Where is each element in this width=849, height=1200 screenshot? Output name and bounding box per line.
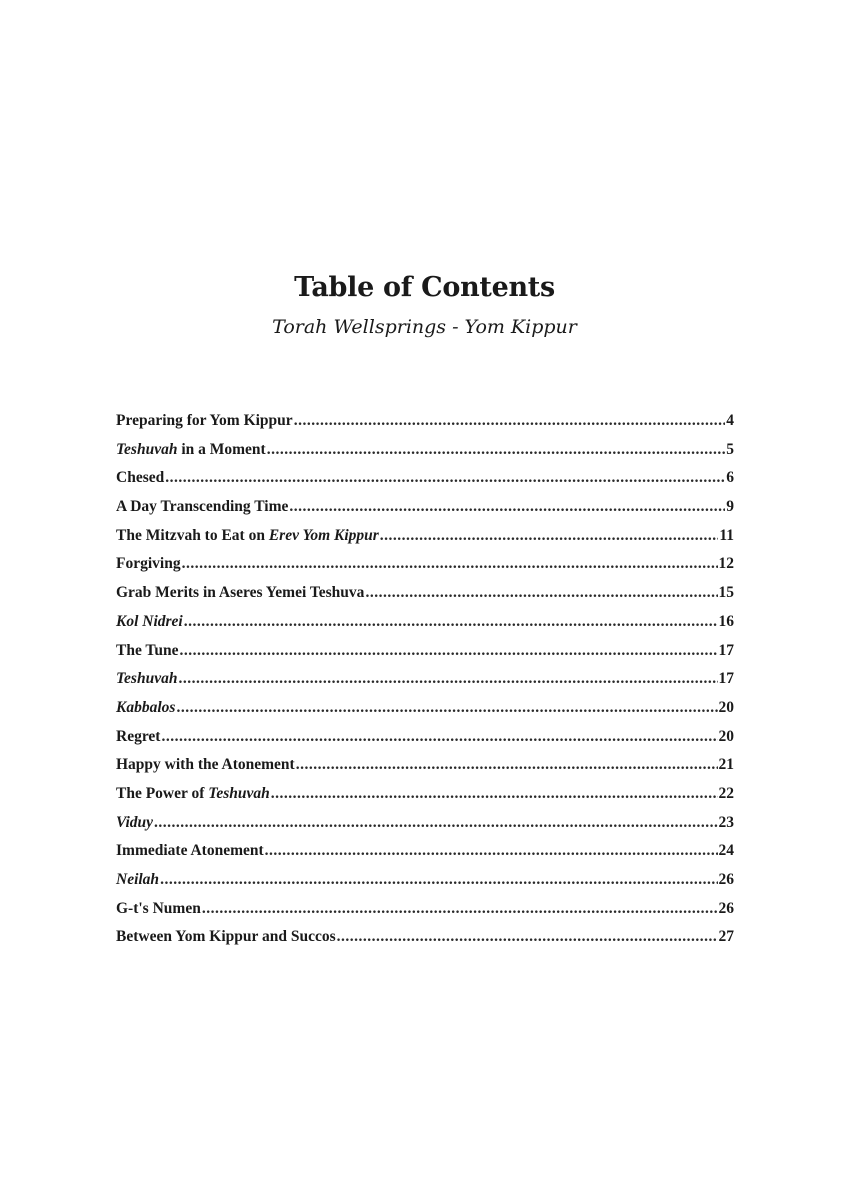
toc-entry-title-italic: Viduy xyxy=(116,813,154,831)
dot-leader xyxy=(337,928,718,946)
toc-entry-title-text: The Power of xyxy=(116,784,209,802)
toc-page-number: 20 xyxy=(718,727,734,745)
dot-leader xyxy=(289,498,725,516)
toc-entry-title-italic: Teshuvah xyxy=(116,670,178,688)
toc-entry[interactable] xyxy=(116,842,734,871)
dot-leader xyxy=(182,555,718,573)
toc-page-number: 4 xyxy=(726,412,734,429)
toc-entry-title-text: A Day Transcending Time xyxy=(116,498,289,516)
toc-entry[interactable] xyxy=(116,900,734,929)
toc-entry-title xyxy=(116,584,364,602)
toc-page-number: 6 xyxy=(726,469,734,487)
dot-leader xyxy=(184,613,718,631)
toc-entry-title xyxy=(116,498,288,516)
table-of-contents xyxy=(116,412,734,957)
toc-page-number: 24 xyxy=(718,842,734,860)
toc-entry-title xyxy=(116,842,264,860)
toc-entry[interactable] xyxy=(116,928,734,957)
toc-page-number: 17 xyxy=(718,641,734,659)
toc-entry[interactable] xyxy=(116,527,734,556)
dot-leader xyxy=(296,756,718,774)
toc-entry-title xyxy=(116,555,181,573)
toc-entry-title-text: Chesed xyxy=(116,469,165,487)
toc-entry-title xyxy=(116,900,201,918)
dot-leader xyxy=(165,469,725,487)
toc-page-number: 16 xyxy=(718,612,734,630)
toc-entry-title xyxy=(116,871,159,889)
toc-entry[interactable] xyxy=(116,469,734,498)
toc-entry[interactable] xyxy=(116,756,734,785)
toc-page-number: 9 xyxy=(726,498,734,516)
toc-page-number: 27 xyxy=(718,928,734,946)
toc-entry-title xyxy=(116,613,183,631)
toc-entry-title xyxy=(116,928,336,946)
dot-leader xyxy=(154,814,717,832)
dot-leader xyxy=(161,728,717,746)
toc-entry-title-italic: Kabbalos xyxy=(116,698,176,716)
toc-entry-title-text: The Tune xyxy=(116,641,179,659)
toc-entry-title-text: Happy with the Atonement xyxy=(116,756,295,774)
toc-entry-title xyxy=(116,670,177,688)
dot-leader xyxy=(265,842,718,860)
toc-entry-title xyxy=(116,728,160,746)
toc-entry-title xyxy=(116,785,270,803)
dot-leader xyxy=(267,441,726,459)
toc-page-number: 17 xyxy=(718,670,734,688)
toc-entry-title-text: G-t's Numen xyxy=(116,899,201,917)
page-subtitle: Torah Wellsprings - Yom Kippur xyxy=(272,316,577,338)
toc-entry[interactable] xyxy=(116,555,734,584)
toc-entry-title-italic: Teshuvah xyxy=(116,440,178,458)
toc-entry-title-italic: Kol Nidrei xyxy=(116,612,183,630)
toc-entry-title xyxy=(116,814,153,832)
dot-leader xyxy=(202,900,718,918)
toc-entry[interactable] xyxy=(116,441,734,470)
toc-entry-title xyxy=(116,469,164,487)
toc-entry-title-text: Between Yom Kippur and Succos xyxy=(116,928,336,946)
dot-leader xyxy=(179,642,717,660)
toc-entry[interactable] xyxy=(116,814,734,843)
toc-entry-title xyxy=(116,412,293,430)
page-title: Table of Contents xyxy=(294,272,555,303)
toc-entry[interactable] xyxy=(116,584,734,613)
toc-page-number: 12 xyxy=(718,555,734,573)
toc-page-number: 23 xyxy=(718,813,734,831)
toc-entry-title xyxy=(116,642,178,660)
toc-page-number: 22 xyxy=(718,784,734,802)
toc-entry-title-text: Forgiving xyxy=(116,555,181,573)
toc-entry[interactable] xyxy=(116,642,734,671)
toc-entry[interactable] xyxy=(116,670,734,699)
toc-entry-title xyxy=(116,527,379,545)
toc-entry[interactable] xyxy=(116,728,734,757)
toc-entry[interactable] xyxy=(116,785,734,814)
dot-leader xyxy=(380,527,719,545)
toc-entry[interactable] xyxy=(116,613,734,642)
dot-leader xyxy=(271,785,718,803)
toc-entry-title xyxy=(116,441,266,459)
toc-page-number: 11 xyxy=(719,526,734,544)
toc-entry-title xyxy=(116,756,295,774)
toc-entry-title-text: Regret xyxy=(116,727,161,745)
toc-page-number: 26 xyxy=(718,899,734,917)
dot-leader xyxy=(160,871,717,889)
toc-entry-title-text: Grab Merits in Aseres Yemei Teshuva xyxy=(116,584,365,602)
toc-page-number: 5 xyxy=(726,440,734,458)
toc-entry[interactable] xyxy=(116,498,734,527)
dot-leader xyxy=(294,412,726,430)
toc-entry[interactable] xyxy=(116,871,734,900)
dot-leader xyxy=(178,670,717,688)
toc-entry-title-italic: Erev Yom Kippur xyxy=(268,526,379,544)
toc-entry-title-text: The Mitzvah to Eat on xyxy=(116,526,269,544)
toc-entry[interactable] xyxy=(116,412,734,441)
toc-page-number: 20 xyxy=(718,698,734,716)
toc-entry-title-text: Preparing for Yom Kippur xyxy=(116,412,293,429)
toc-page-number: 15 xyxy=(718,584,734,602)
toc-page-number: 21 xyxy=(718,756,734,774)
toc-entry-title xyxy=(116,699,175,717)
toc-entry-title-italic: Neilah xyxy=(116,871,160,888)
toc-entry-title-italic: Teshuvah xyxy=(208,784,270,802)
toc-entry[interactable] xyxy=(116,699,734,728)
dot-leader xyxy=(176,699,717,717)
toc-entry-title-text: Immediate Atonement xyxy=(116,842,264,860)
dot-leader xyxy=(365,584,717,602)
toc-page-number: 26 xyxy=(718,871,734,888)
toc-entry-title-text: in a Moment xyxy=(177,440,266,458)
